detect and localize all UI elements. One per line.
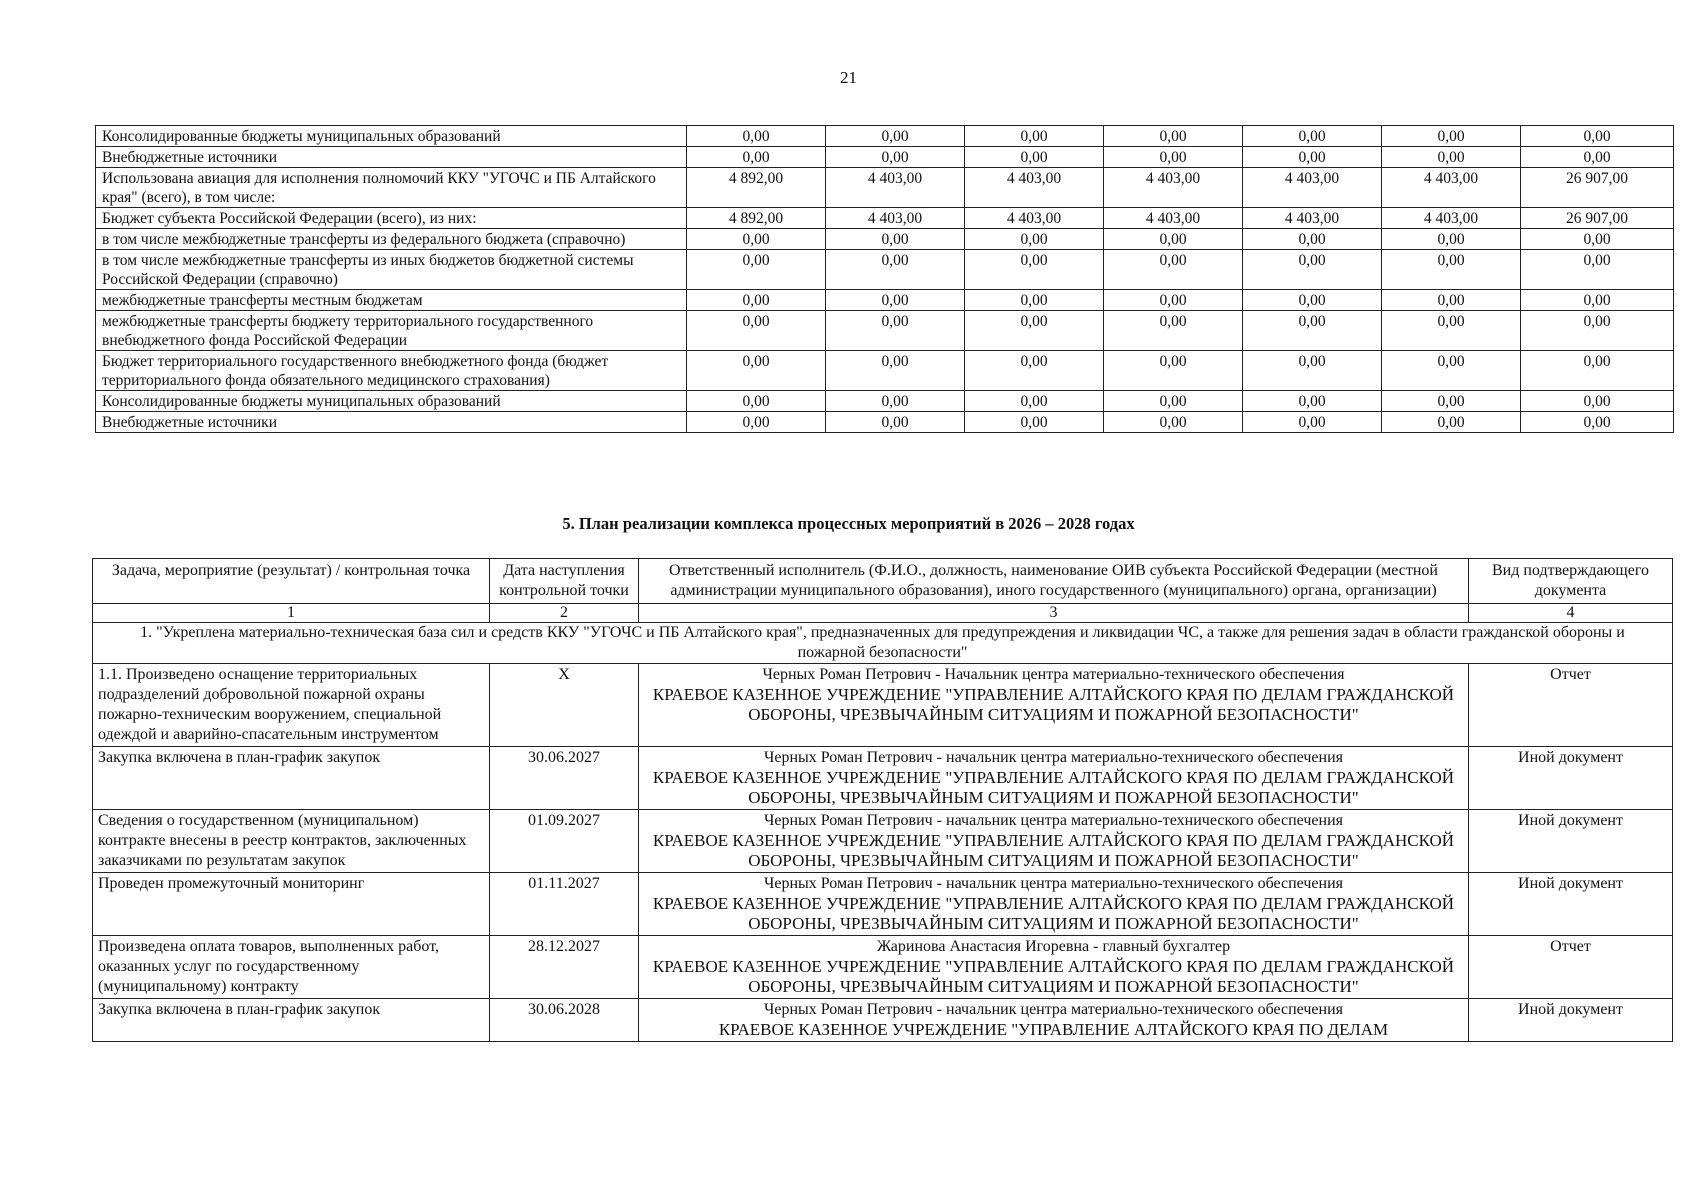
finance-value: 0,00 bbox=[826, 126, 965, 147]
plan-row bbox=[93, 664, 1673, 747]
finance-row bbox=[96, 250, 1674, 290]
finance-value: 26 907,00 bbox=[1521, 208, 1674, 229]
plan-row bbox=[93, 873, 1673, 936]
plan-task: Закупка включена в план-график закупок bbox=[93, 747, 490, 810]
plan-responsible bbox=[639, 873, 1469, 936]
finance-row-label: Использована авиация для исполнения полномочий ККУ "УГОЧС и ПБ Алтайского края" (всего), в том числе: bbox=[96, 168, 687, 208]
finance-value: 4 403,00 bbox=[1243, 208, 1382, 229]
finance-row bbox=[96, 351, 1674, 391]
plan-responsible bbox=[639, 810, 1469, 873]
finance-row-label: межбюджетные трансферты местным бюджетам bbox=[96, 290, 687, 311]
responsible-organization: КРАЕВОЕ КАЗЕННОЕ УЧРЕЖДЕНИЕ "УПРАВЛЕНИЕ АЛТАЙСКОГО КРАЯ ПО ДЕЛАМ ГРАЖДАНСКОЙ ОБОРОНЫ, ЧРЕЗВЫЧАЙНЫМ СИТУАЦИЯМ И ПОЖАРНОЙ БЕЗОПАСНОСТИ" bbox=[652, 894, 1455, 933]
plan-document-type: Отчет bbox=[1469, 664, 1673, 747]
group-title: 1. "Укреплена материально-техническая база сил и средств ККУ "УГОЧС и ПБ Алтайского края", предназначенных для предупреждения и ликвидации ЧС, а также для решения задач в области гражданской обороны и пожарной безопасности" bbox=[93, 623, 1673, 664]
plan-row bbox=[93, 747, 1673, 810]
finance-row bbox=[96, 147, 1674, 168]
finance-value: 0,00 bbox=[965, 250, 1104, 290]
finance-value: 0,00 bbox=[1521, 311, 1674, 351]
finance-value: 0,00 bbox=[826, 311, 965, 351]
finance-value: 0,00 bbox=[1243, 147, 1382, 168]
finance-value: 0,00 bbox=[1243, 250, 1382, 290]
header-task: Задача, мероприятие (результат) / контрольная точка bbox=[93, 559, 490, 604]
finance-value: 0,00 bbox=[826, 290, 965, 311]
plan-responsible bbox=[639, 936, 1469, 999]
finance-row bbox=[96, 229, 1674, 250]
finance-value: 0,00 bbox=[826, 147, 965, 168]
finance-value: 0,00 bbox=[687, 229, 826, 250]
plan-task: Проведен промежуточный мониторинг bbox=[93, 873, 490, 936]
finance-value: 0,00 bbox=[1104, 290, 1243, 311]
finance-value: 0,00 bbox=[1521, 229, 1674, 250]
finance-value: 4 403,00 bbox=[826, 208, 965, 229]
finance-value: 0,00 bbox=[687, 290, 826, 311]
finance-value: 0,00 bbox=[826, 391, 965, 412]
finance-value: 0,00 bbox=[1382, 229, 1521, 250]
finance-value: 0,00 bbox=[687, 391, 826, 412]
responsible-person: Черных Роман Петрович - начальник центра материально-технического обеспечения bbox=[763, 1001, 1343, 1018]
plan-responsible bbox=[639, 664, 1469, 747]
finance-value: 0,00 bbox=[1243, 290, 1382, 311]
responsible-person: Черных Роман Петрович - начальник центра материально-технического обеспечения bbox=[763, 875, 1343, 892]
finance-value: 0,00 bbox=[1243, 391, 1382, 412]
finance-value: 0,00 bbox=[965, 391, 1104, 412]
finance-value: 0,00 bbox=[1104, 229, 1243, 250]
finance-row-label: Внебюджетные источники bbox=[96, 147, 687, 168]
finance-value: 0,00 bbox=[1104, 412, 1243, 433]
finance-row bbox=[96, 412, 1674, 433]
finance-row bbox=[96, 168, 1674, 208]
finance-value: 0,00 bbox=[1243, 229, 1382, 250]
plan-header-row bbox=[93, 559, 1673, 604]
finance-value: 4 403,00 bbox=[1382, 208, 1521, 229]
finance-value: 0,00 bbox=[826, 250, 965, 290]
finance-value: 4 403,00 bbox=[1104, 208, 1243, 229]
responsible-person: Черных Роман Петрович - начальник центра материально-технического обеспечения bbox=[763, 749, 1343, 766]
responsible-organization: КРАЕВОЕ КАЗЕННОЕ УЧРЕЖДЕНИЕ "УПРАВЛЕНИЕ АЛТАЙСКОГО КРАЯ ПО ДЕЛАМ ГРАЖДАНСКОЙ ОБОРОНЫ, ЧРЕЗВЫЧАЙНЫМ СИТУАЦИЯМ И ПОЖАРНОЙ БЕЗОПАСНОСТИ" bbox=[652, 685, 1455, 724]
plan-table bbox=[92, 558, 1673, 1042]
finance-value: 0,00 bbox=[965, 412, 1104, 433]
finance-table-body bbox=[96, 126, 1674, 433]
finance-value: 0,00 bbox=[1521, 351, 1674, 391]
column-number: 1 bbox=[93, 604, 490, 623]
finance-value: 0,00 bbox=[1382, 412, 1521, 433]
finance-value: 4 403,00 bbox=[1104, 168, 1243, 208]
plan-document-type: Отчет bbox=[1469, 936, 1673, 999]
finance-value: 0,00 bbox=[687, 147, 826, 168]
plan-document-type: Иной документ bbox=[1469, 999, 1673, 1042]
finance-value: 0,00 bbox=[1104, 126, 1243, 147]
finance-value: 0,00 bbox=[1104, 147, 1243, 168]
finance-value: 0,00 bbox=[1243, 311, 1382, 351]
finance-row-label: Консолидированные бюджеты муниципальных образований bbox=[96, 126, 687, 147]
plan-document-type: Иной документ bbox=[1469, 747, 1673, 810]
finance-value: 0,00 bbox=[826, 229, 965, 250]
finance-value: 0,00 bbox=[1104, 250, 1243, 290]
finance-row bbox=[96, 126, 1674, 147]
finance-value: 0,00 bbox=[687, 351, 826, 391]
finance-value: 0,00 bbox=[687, 126, 826, 147]
finance-row-label: Консолидированные бюджеты муниципальных образований bbox=[96, 391, 687, 412]
finance-value: 0,00 bbox=[1382, 250, 1521, 290]
finance-value: 0,00 bbox=[826, 412, 965, 433]
responsible-organization: КРАЕВОЕ КАЗЕННОЕ УЧРЕЖДЕНИЕ "УПРАВЛЕНИЕ АЛТАЙСКОГО КРАЯ ПО ДЕЛАМ bbox=[718, 1020, 1389, 1039]
finance-value: 4 403,00 bbox=[1243, 168, 1382, 208]
finance-value: 0,00 bbox=[687, 412, 826, 433]
finance-value: 0,00 bbox=[687, 311, 826, 351]
plan-responsible bbox=[639, 999, 1469, 1042]
page-number: 21 bbox=[840, 68, 857, 87]
finance-value: 26 907,00 bbox=[1521, 168, 1674, 208]
finance-row bbox=[96, 391, 1674, 412]
group-row bbox=[93, 623, 1673, 664]
finance-value: 0,00 bbox=[965, 229, 1104, 250]
finance-row-label: межбюджетные трансферты бюджету территориального государственного внебюджетного фонда Российской Федерации bbox=[96, 311, 687, 351]
finance-value: 0,00 bbox=[1104, 351, 1243, 391]
plan-document-type: Иной документ bbox=[1469, 873, 1673, 936]
finance-value: 0,00 bbox=[965, 126, 1104, 147]
plan-table-body bbox=[93, 604, 1673, 1042]
plan-task: Закупка включена в план-график закупок bbox=[93, 999, 490, 1042]
plan-date: X bbox=[490, 664, 639, 747]
plan-task: Сведения о государственном (муниципальном) контракте внесены в реестр контрактов, заключенных заказчиками по результатам закупок bbox=[93, 810, 490, 873]
finance-row-label: Бюджет территориального государственного внебюджетного фонда (бюджет территориального фонда обязательного медицинского страхования) bbox=[96, 351, 687, 391]
finance-value: 0,00 bbox=[1521, 290, 1674, 311]
finance-table bbox=[95, 125, 1674, 433]
finance-value: 0,00 bbox=[965, 351, 1104, 391]
finance-row-label: в том числе межбюджетные трансферты из федерального бюджета (справочно) bbox=[96, 229, 687, 250]
finance-value: 0,00 bbox=[1243, 351, 1382, 391]
responsible-organization: КРАЕВОЕ КАЗЕННОЕ УЧРЕЖДЕНИЕ "УПРАВЛЕНИЕ АЛТАЙСКОГО КРАЯ ПО ДЕЛАМ ГРАЖДАНСКОЙ ОБОРОНЫ, ЧРЕЗВЫЧАЙНЫМ СИТУАЦИЯМ И ПОЖАРНОЙ БЕЗОПАСНОСТИ" bbox=[652, 831, 1455, 870]
responsible-person: Жаринова Анастасия Игоревна - главный бухгалтер bbox=[876, 938, 1231, 955]
finance-value: 0,00 bbox=[965, 311, 1104, 351]
finance-value: 0,00 bbox=[687, 250, 826, 290]
finance-value: 0,00 bbox=[1382, 147, 1521, 168]
responsible-person: Черных Роман Петрович - Начальник центра материально-технического обеспечения bbox=[762, 666, 1345, 683]
finance-value: 4 403,00 bbox=[1382, 168, 1521, 208]
finance-row bbox=[96, 311, 1674, 351]
finance-value: 4 403,00 bbox=[965, 208, 1104, 229]
finance-value: 0,00 bbox=[1382, 126, 1521, 147]
plan-task: Произведена оплата товаров, выполненных работ, оказанных услуг по государственному (муниципальному) контракту bbox=[93, 936, 490, 999]
column-number: 2 bbox=[490, 604, 639, 623]
finance-value: 0,00 bbox=[965, 147, 1104, 168]
header-responsible: Ответственный исполнитель (Ф.И.О., должность, наименование ОИВ субъекта Российской Федерации (местной администрации муниципального образования), иного государственного (муниципального) органа, организации) bbox=[639, 559, 1469, 604]
plan-date: 01.09.2027 bbox=[490, 810, 639, 873]
finance-row bbox=[96, 290, 1674, 311]
plan-document-type: Иной документ bbox=[1469, 810, 1673, 873]
header-document-type: Вид подтверждающего документа bbox=[1469, 559, 1673, 604]
finance-value: 0,00 bbox=[826, 351, 965, 391]
finance-value: 0,00 bbox=[1382, 311, 1521, 351]
finance-row-label: Бюджет субъекта Российской Федерации (всего), из них: bbox=[96, 208, 687, 229]
plan-date: 30.06.2027 bbox=[490, 747, 639, 810]
finance-value: 0,00 bbox=[1382, 391, 1521, 412]
finance-value: 4 892,00 bbox=[687, 168, 826, 208]
finance-value: 0,00 bbox=[1382, 290, 1521, 311]
plan-date: 01.11.2027 bbox=[490, 873, 639, 936]
finance-row-label: в том числе межбюджетные трансферты из иных бюджетов бюджетной системы Российской Федерации (справочно) bbox=[96, 250, 687, 290]
plan-row bbox=[93, 936, 1673, 999]
finance-value: 4 892,00 bbox=[687, 208, 826, 229]
responsible-organization: КРАЕВОЕ КАЗЕННОЕ УЧРЕЖДЕНИЕ "УПРАВЛЕНИЕ АЛТАЙСКОГО КРАЯ ПО ДЕЛАМ ГРАЖДАНСКОЙ ОБОРОНЫ, ЧРЕЗВЫЧАЙНЫМ СИТУАЦИЯМ И ПОЖАРНОЙ БЕЗОПАСНОСТИ" bbox=[652, 957, 1455, 996]
finance-value: 0,00 bbox=[1104, 391, 1243, 412]
finance-value: 0,00 bbox=[1243, 412, 1382, 433]
plan-date: 30.06.2028 bbox=[490, 999, 639, 1042]
finance-value: 0,00 bbox=[1243, 126, 1382, 147]
plan-row bbox=[93, 810, 1673, 873]
finance-value: 0,00 bbox=[1521, 391, 1674, 412]
column-number: 3 bbox=[639, 604, 1469, 623]
finance-row bbox=[96, 208, 1674, 229]
finance-value: 0,00 bbox=[1521, 250, 1674, 290]
finance-value: 0,00 bbox=[1382, 351, 1521, 391]
finance-value: 4 403,00 bbox=[965, 168, 1104, 208]
finance-value: 0,00 bbox=[1104, 311, 1243, 351]
finance-row-label: Внебюджетные источники bbox=[96, 412, 687, 433]
header-date: Дата наступления контрольной точки bbox=[490, 559, 639, 604]
column-number: 4 bbox=[1469, 604, 1673, 623]
finance-value: 4 403,00 bbox=[826, 168, 965, 208]
responsible-organization: КРАЕВОЕ КАЗЕННОЕ УЧРЕЖДЕНИЕ "УПРАВЛЕНИЕ АЛТАЙСКОГО КРАЯ ПО ДЕЛАМ ГРАЖДАНСКОЙ ОБОРОНЫ, ЧРЕЗВЫЧАЙНЫМ СИТУАЦИЯМ И ПОЖАРНОЙ БЕЗОПАСНОСТИ" bbox=[652, 768, 1455, 807]
finance-value: 0,00 bbox=[1521, 147, 1674, 168]
column-number-row bbox=[93, 604, 1673, 623]
finance-value: 0,00 bbox=[965, 290, 1104, 311]
responsible-person: Черных Роман Петрович - начальник центра материально-технического обеспечения bbox=[763, 812, 1343, 829]
plan-task: 1.1. Произведено оснащение территориальных подразделений добровольной пожарной охраны пожарно-техническим вооружением, специальной одеждой и аварийно-спасательным инструментом bbox=[93, 664, 490, 747]
plan-row bbox=[93, 999, 1673, 1042]
plan-responsible bbox=[639, 747, 1469, 810]
finance-value: 0,00 bbox=[1521, 126, 1674, 147]
plan-date: 28.12.2027 bbox=[490, 936, 639, 999]
finance-value: 0,00 bbox=[1521, 412, 1674, 433]
section-title: 5. План реализации комплекса процессных мероприятий в 2026 – 2028 годах bbox=[562, 514, 1135, 533]
